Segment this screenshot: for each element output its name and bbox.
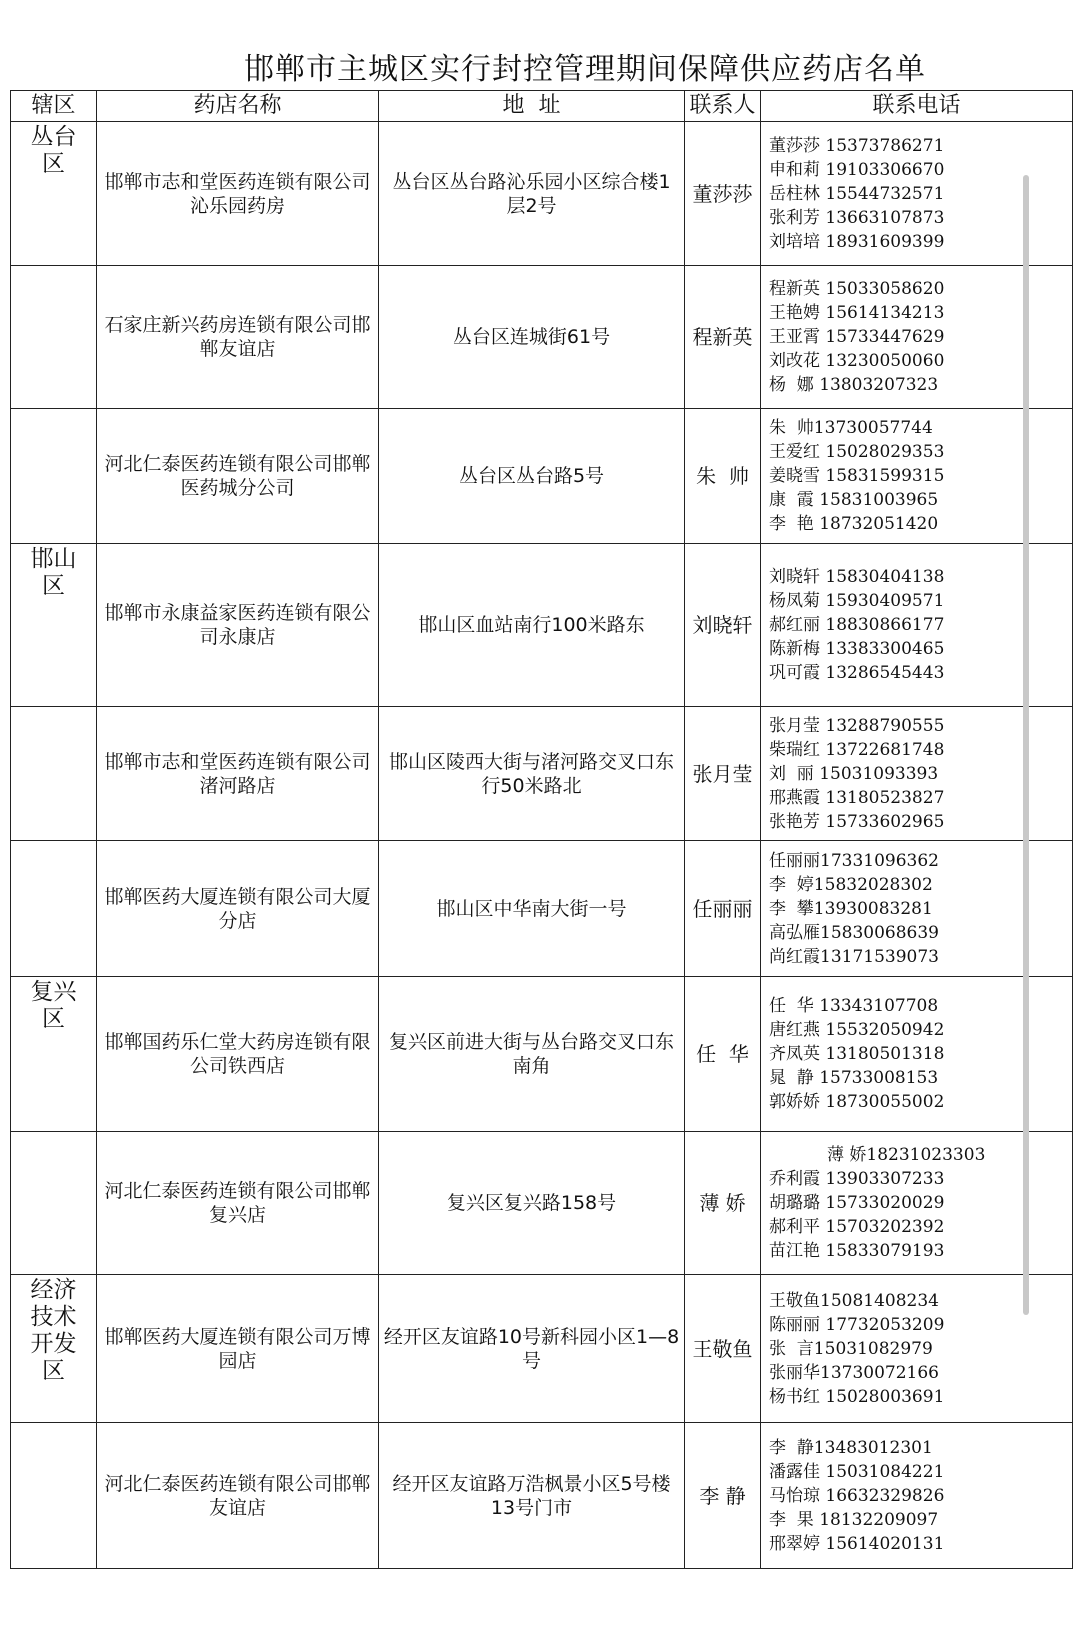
store-name: 河北仁泰医药连锁有限公司邯郸医药城分公司 — [104, 453, 371, 499]
table-row — [11, 266, 1073, 409]
phone-entry: 杨凤菊 15930409571 — [769, 591, 945, 611]
contact-person: 董莎莎 — [692, 181, 753, 206]
phone-entry: 晁 静 15733008153 — [769, 1068, 939, 1088]
store-name-cell — [97, 122, 379, 266]
phone-entry: 乔利霞 13903307233 — [769, 1169, 945, 1189]
contact-person: 任丽丽 — [692, 896, 753, 921]
address-cell — [379, 1423, 685, 1569]
table-row — [11, 409, 1073, 544]
address-cell — [379, 409, 685, 544]
store-address: 丛台区丛台路沁乐园小区综合楼1层2号 — [392, 170, 671, 217]
phone-entry: 高弘雁15830068639 — [769, 922, 939, 943]
phone-entry: 刘改花 13230050060 — [769, 351, 945, 371]
address-cell — [379, 841, 685, 977]
contact-person: 王敬鱼 — [692, 1336, 753, 1361]
address-cell — [379, 1275, 685, 1423]
phone-entry: 陈新梅 13383300465 — [769, 639, 945, 659]
phone-cell — [761, 1423, 1073, 1569]
phone-entry: 巩可霞 13286545443 — [769, 663, 945, 683]
store-name-cell — [97, 544, 379, 707]
contact-cell — [685, 409, 761, 544]
phone-entry: 王亚霄 15733447629 — [769, 327, 945, 347]
phone-entry: 李 攀13930083281 — [769, 898, 933, 919]
district-cell — [11, 1423, 97, 1569]
store-name: 石家庄新兴药房连锁有限公司邯郸友谊店 — [104, 314, 371, 360]
district-cell — [11, 707, 97, 841]
pharmacy-table — [10, 90, 1073, 1569]
store-address: 经开区友谊路万浩枫景小区5号楼13号门市 — [392, 1472, 671, 1519]
header-district: 辖区 — [11, 91, 97, 122]
contact-cell — [685, 1275, 761, 1423]
address-cell — [379, 266, 685, 409]
store-name-cell — [97, 1423, 379, 1569]
contact-person: 朱 帅 — [696, 464, 749, 488]
table-row — [11, 707, 1073, 841]
district-cell — [11, 409, 97, 544]
phone-entry: 刘培培 18931609399 — [769, 231, 945, 252]
address-cell — [379, 544, 685, 707]
phone-entry: 张利芳 13663107873 — [769, 207, 945, 228]
store-name: 邯郸市志和堂医药连锁有限公司渚河路店 — [104, 750, 371, 797]
store-name: 邯郸医药大厦连锁有限公司万博园店 — [104, 1325, 371, 1372]
district-label: 复兴区 — [30, 979, 77, 1032]
store-name-cell — [97, 707, 379, 841]
address-cell — [379, 1132, 685, 1275]
phone-entry: 邢翠婷 15614020131 — [769, 1533, 945, 1554]
contact-person: 李 静 — [699, 1483, 746, 1508]
store-name: 邯郸国药乐仁堂大药房连锁有限公司铁西店 — [104, 1031, 371, 1077]
contact-person: 刘晓轩 — [692, 613, 753, 637]
phone-entry: 陈丽丽 17732053209 — [769, 1314, 945, 1335]
table-row — [11, 1423, 1073, 1569]
phone-entry: 康 霞 15831003965 — [769, 490, 939, 510]
header-contact: 联系人 — [685, 91, 761, 122]
contact-cell — [685, 707, 761, 841]
phone-entry: 胡璐璐 15733020029 — [769, 1193, 945, 1213]
phone-entry: 马怡琼 16632329826 — [769, 1485, 945, 1506]
district-cell — [11, 1275, 97, 1423]
page-title: 邯郸市主城区实行封控管理期间保障供应药店名单 — [244, 52, 926, 87]
address-cell — [379, 707, 685, 841]
district-cell — [11, 1132, 97, 1275]
phone-entry: 王艳娉 15614134213 — [769, 303, 945, 323]
store-name: 河北仁泰医药连锁有限公司邯郸复兴店 — [104, 1180, 371, 1226]
phone-entry: 邢燕霞 13180523827 — [769, 787, 945, 808]
phone-entry: 刘 丽 15031093393 — [769, 763, 939, 784]
district-cell — [11, 841, 97, 977]
store-address: 复兴区前进大街与丛台路交叉口东南角 — [388, 1031, 674, 1077]
table-row — [11, 122, 1073, 266]
phone-entry: 郭娇娇 18730055002 — [769, 1092, 945, 1112]
store-address: 邯山区血站南行100米路东 — [418, 614, 645, 636]
district-cell — [11, 977, 97, 1132]
address-cell — [379, 122, 685, 266]
table-row — [11, 1275, 1073, 1423]
table-row — [11, 544, 1073, 707]
contact-cell — [685, 122, 761, 266]
phone-entry: 李 婷15832028302 — [769, 874, 933, 895]
phone-entry: 齐凤英 13180501318 — [769, 1044, 945, 1064]
phone-entry: 唐红燕 15532050942 — [769, 1020, 945, 1040]
contact-person: 薄 娇 — [699, 1191, 746, 1215]
contact-cell — [685, 841, 761, 977]
phone-entry: 姜晓雪 15831599315 — [769, 466, 945, 486]
phone-entry: 张艳芳 15733602965 — [769, 811, 945, 832]
district-label: 丛台区 — [30, 124, 77, 177]
store-name: 邯郸市志和堂医药连锁有限公司沁乐园药房 — [104, 170, 371, 217]
district-label: 经济技术开发区 — [30, 1277, 77, 1384]
store-name: 邯郸医药大厦连锁有限公司大厦分店 — [104, 885, 371, 932]
phone-entry: 潘露佳 15031084221 — [769, 1461, 945, 1482]
district-label: 邯山区 — [30, 546, 77, 599]
store-address: 丛台区丛台路5号 — [458, 465, 605, 487]
contact-person: 任 华 — [696, 1042, 749, 1066]
phone-entry: 李 果 18132209097 — [769, 1509, 939, 1530]
phone-entry: 柴瑞红 13722681748 — [769, 739, 945, 760]
store-name-cell — [97, 266, 379, 409]
phone-entry: 郝利平 15703202392 — [769, 1217, 945, 1237]
phone-entry: 苗江艳 15833079193 — [769, 1241, 945, 1261]
scrollbar[interactable] — [1023, 175, 1029, 1315]
store-name-cell — [97, 409, 379, 544]
header-store: 药店名称 — [97, 91, 379, 122]
store-address: 丛台区连城街61号 — [452, 326, 611, 348]
store-address: 邯山区中华南大街一号 — [436, 897, 627, 920]
store-name-cell — [97, 977, 379, 1132]
contact-person: 张月莹 — [692, 761, 753, 786]
phone-entry: 李 艳 18732051420 — [769, 514, 939, 534]
store-name-cell — [97, 1275, 379, 1423]
contact-cell — [685, 266, 761, 409]
district-cell — [11, 266, 97, 409]
header-phone: 联系电话 — [761, 91, 1073, 122]
contact-cell — [685, 544, 761, 707]
phone-entry: 岳柱林 15544732571 — [769, 183, 945, 204]
store-name-cell — [97, 1132, 379, 1275]
phone-entry: 任 华 13343107708 — [769, 996, 939, 1016]
store-address: 经开区友谊路10号新科园小区1—8号 — [383, 1325, 680, 1372]
store-address: 邯山区陵西大街与渚河路交叉口东行50米路北 — [388, 750, 674, 797]
phone-entry: 薄 娇18231023303 — [827, 1145, 986, 1165]
store-name-cell — [97, 841, 379, 977]
contact-person: 程新英 — [692, 325, 753, 349]
phone-entry: 朱 帅13730057744 — [769, 418, 933, 438]
phone-entry: 张 言15031082979 — [769, 1338, 933, 1359]
address-cell — [379, 977, 685, 1132]
phone-entry: 李 静13483012301 — [769, 1437, 933, 1458]
phone-entry: 尚红霞13171539073 — [769, 946, 939, 967]
table-row — [11, 1132, 1073, 1275]
table-row — [11, 841, 1073, 977]
phone-entry: 任丽丽17331096362 — [769, 850, 939, 871]
contact-cell — [685, 1132, 761, 1275]
table-header-row — [11, 91, 1073, 122]
district-cell — [11, 122, 97, 266]
phone-entry: 张丽华13730072166 — [769, 1362, 939, 1383]
phone-entry: 郝红丽 18830866177 — [769, 615, 945, 635]
phone-entry: 杨书红 15028003691 — [769, 1386, 945, 1407]
contact-cell — [685, 977, 761, 1132]
district-cell — [11, 544, 97, 707]
phone-entry: 刘晓轩 15830404138 — [769, 567, 945, 587]
phone-entry: 申和莉 19103306670 — [769, 159, 945, 180]
phone-entry: 程新英 15033058620 — [769, 279, 945, 299]
table-row — [11, 977, 1073, 1132]
phone-entry: 王敬鱼15081408234 — [769, 1290, 939, 1311]
contact-cell — [685, 1423, 761, 1569]
store-name: 邯郸市永康益家医药连锁有限公司永康店 — [104, 602, 371, 648]
phone-entry: 董莎莎 15373786271 — [769, 135, 945, 156]
phone-entry: 张月莹 13288790555 — [769, 715, 945, 736]
header-address: 地 址 — [379, 91, 685, 122]
phone-entry: 王爱红 15028029353 — [769, 442, 945, 462]
store-address: 复兴区复兴路158号 — [446, 1192, 617, 1214]
phone-entry: 杨 娜 13803207323 — [769, 375, 939, 395]
store-name: 河北仁泰医药连锁有限公司邯郸友谊店 — [104, 1472, 371, 1519]
